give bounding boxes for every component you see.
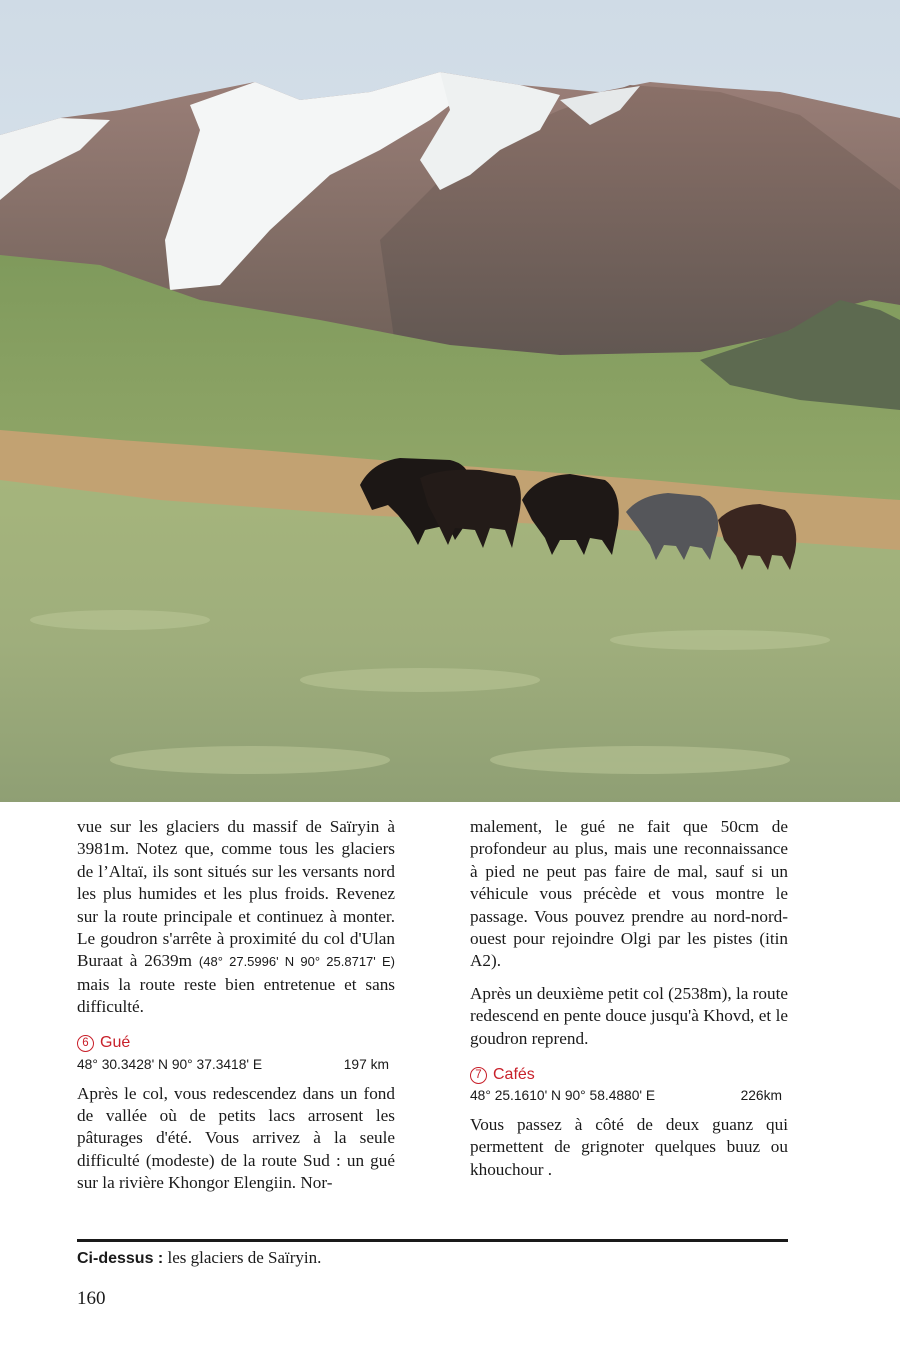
stage-6	[77, 1033, 395, 1075]
stage-6-number-badge: 6	[77, 1035, 94, 1052]
page-number: 160	[77, 1288, 106, 1309]
stage-6-coords-row	[77, 1055, 395, 1075]
paragraph-ford-depth: malement, le gué ne fait que 50cm de profondeur au plus, mais une reconnaissance à pied ne peut pas faire de mal, sauf si un véhicule vous précède et vous montre le passage. Vous pouvez prendre au nord-nord-ouest pour rejoindre Olgi par les pistes (itin A2).	[470, 817, 788, 971]
paragraph-khovd: Après un deuxième petit col (2538m), la route redescend en pente douce jusqu'à Khovd, et le goudron reprend.	[470, 983, 788, 1048]
paragraph-glaciers-end: mais la route reste bien entretenue et sans difficulté.	[77, 974, 395, 1017]
stage-7-label: Cafés	[493, 1065, 535, 1083]
caption-label: Ci-dessus :	[77, 1250, 164, 1267]
left-column	[77, 816, 395, 1205]
caption-text: les glaciers de Saïryin.	[167, 1248, 322, 1267]
paragraph-ford: Après le col, vous redescendez dans un fond de vallée où de petits lacs arrosent les pâturages d'été. Vous arrivez à la seule difficulté (modeste) de la route Sud : un gué sur la rivière Khongor Elengiin. Nor-	[77, 1083, 395, 1193]
right-column	[470, 816, 788, 1191]
stage-7-coordinates: 48° 25.1610' N 90° 58.4880' E	[470, 1088, 656, 1104]
paragraph-glaciers-text: vue sur les glaciers du massif de Saïryin à 3981m. Notez que, comme tous les glaciers de l’Altaï, ils sont situés sur les versants nord les plus humides et les plus froids. Revenez sur la route principale et continuez à monter. Le goudron s'arrête à proximité du col d'Ulan Buraat à 2639m	[77, 817, 395, 971]
stage-6-title	[77, 1033, 395, 1055]
stage-6-coordinates: 48° 30.3428' N 90° 37.3418' E	[77, 1056, 263, 1072]
photo-caption	[77, 1248, 321, 1268]
stage-7	[470, 1064, 788, 1106]
stage-6-label: Gué	[100, 1034, 131, 1052]
col-coordinates: (48° 27.5996' N 90° 25.8717' E)	[198, 954, 395, 970]
paragraph-guanz: Vous passez à côté de deux guanz qui permettent de grignoter quelques buuz ou khouchour .	[470, 1115, 788, 1179]
stage-7-number-badge: 7	[470, 1067, 487, 1084]
caption-divider	[77, 1239, 788, 1242]
stage-6-distance: 197 km	[343, 1056, 389, 1072]
stage-7-distance: 226km	[740, 1088, 782, 1104]
paragraph-glaciers	[77, 816, 395, 1019]
stage-7-coords-row	[470, 1086, 788, 1106]
stage-7-title	[470, 1064, 788, 1086]
